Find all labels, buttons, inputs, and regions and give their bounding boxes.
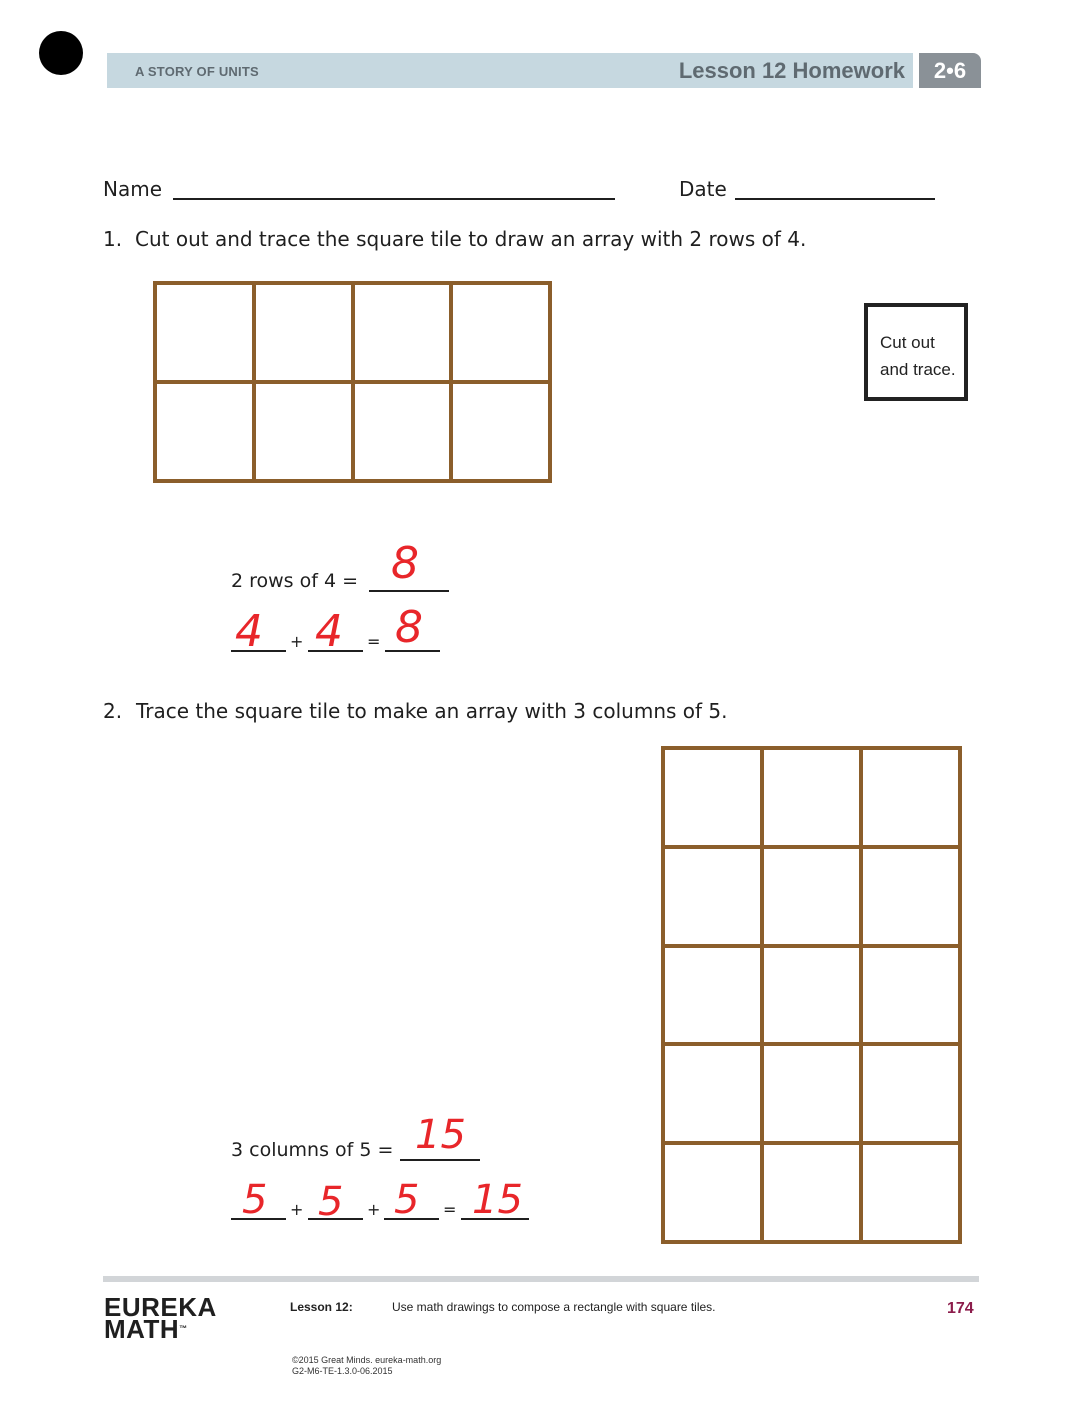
tile	[861, 748, 960, 847]
tile	[254, 283, 353, 382]
tile	[353, 283, 452, 382]
tile	[861, 847, 960, 946]
tile	[762, 1143, 861, 1242]
tile	[762, 1044, 861, 1143]
logo-line2: MATH	[104, 1314, 180, 1344]
p1-eq1-text: 2 rows of 4 =	[231, 570, 359, 592]
document-code: G2-M6-TE-1.3.0-06.2015	[292, 1366, 393, 1376]
tile	[861, 946, 960, 1045]
p2-eq1-text: 3 columns of 5 =	[231, 1139, 394, 1161]
copyright: ©2015 Great Minds. eureka-math.org	[292, 1355, 442, 1365]
tile	[353, 382, 452, 481]
cut-box-line1: Cut out	[880, 333, 935, 352]
tile	[451, 382, 550, 481]
tile	[155, 382, 254, 481]
tile	[663, 748, 762, 847]
problem1-prompt: Cut out and trace the square tile to draw an array with 2 rows of 4.	[135, 227, 807, 251]
p2-eq1-answer: 15	[415, 1112, 466, 1158]
tile	[451, 283, 550, 382]
date-line[interactable]	[735, 198, 935, 200]
page-number: 174	[947, 1300, 974, 1317]
p2-eq2-b: 5	[318, 1179, 344, 1225]
tile	[663, 946, 762, 1045]
lesson-title: Lesson 12 Homework	[678, 58, 905, 83]
problem2-number: 2.	[103, 699, 123, 723]
p1-eq2-b: 4	[315, 606, 343, 657]
tile	[663, 1044, 762, 1143]
header-banner	[107, 53, 913, 88]
eureka-math-logo	[104, 1292, 217, 1344]
tile	[254, 382, 353, 481]
logo-tm: ™	[179, 1324, 188, 1333]
p2-eq2-plus2: +	[367, 1200, 381, 1219]
tile	[861, 1143, 960, 1242]
p2-eq1-blank[interactable]	[400, 1159, 480, 1161]
hole-punch-dot	[39, 31, 83, 75]
cut-box-line2: and trace.	[880, 360, 956, 379]
tile	[762, 847, 861, 946]
p1-eq2-sum: 8	[395, 602, 423, 653]
name-label: Name	[103, 177, 163, 201]
p1-eq1-answer: 8	[391, 538, 419, 589]
logo-line1: EUREKA	[104, 1292, 217, 1322]
name-line[interactable]	[173, 198, 615, 200]
p2-eq2-c: 5	[394, 1177, 420, 1223]
p2-eq2-a: 5	[242, 1177, 268, 1223]
p2-eq2-equals: =	[443, 1200, 457, 1219]
problem2-prompt: Trace the square tile to make an array with 3 columns of 5.	[136, 699, 728, 723]
footer-lesson-label: Lesson 12:	[290, 1300, 353, 1314]
tile	[155, 283, 254, 382]
array-2-by-4	[153, 281, 552, 483]
tile	[663, 1143, 762, 1242]
footer-lesson-description: Use math drawings to compose a rectangle with square tiles.	[392, 1300, 716, 1314]
p2-eq2-sum: 15	[472, 1177, 523, 1223]
p2-eq2-plus1: +	[290, 1200, 304, 1219]
tile	[762, 748, 861, 847]
p1-eq2-a: 4	[235, 606, 263, 657]
tile	[861, 1044, 960, 1143]
p1-eq2-equals: =	[367, 632, 381, 651]
footer-rule	[103, 1276, 979, 1282]
tile	[762, 946, 861, 1045]
series-title: A STORY OF UNITS	[135, 64, 259, 79]
date-label: Date	[679, 177, 727, 201]
p1-eq2-plus: +	[290, 632, 304, 651]
cut-out-tile	[864, 303, 968, 401]
array-3-columns-of-5	[661, 746, 962, 1244]
p1-eq1-blank[interactable]	[369, 590, 449, 592]
problem1-number: 1.	[103, 227, 123, 251]
tile	[663, 847, 762, 946]
grade-module-badge: 2•6	[919, 53, 981, 88]
